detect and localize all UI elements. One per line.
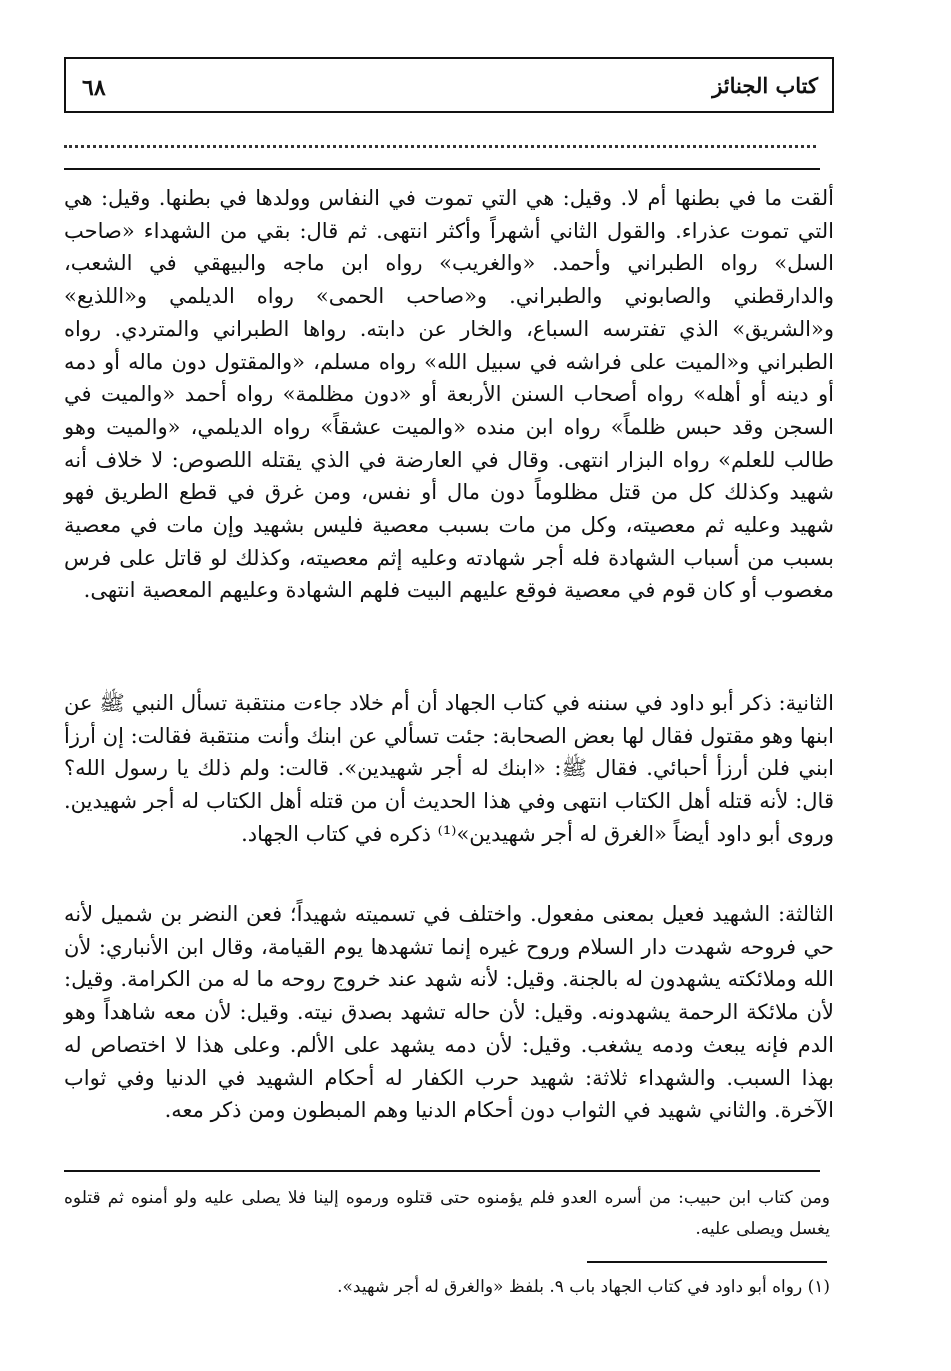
- paragraph-text: الثانية: ذكر أبو داود في سننه في كتاب الجهاد أن أم خلاد جاءت منتقبة تسأل النبي ﷺ عن ابنها وهو مقتول فقال لها بعض الصحابة: جئت تسألي عن ابنك وأنت منتقبة فقالت: إن أرزأ ابني فلن أرزأ أحبائي. فقال ﷺ: «ابنك له أجر شهيدين». قالت: ولم ذلك يا رسول الله؟ قال: لأنه قتله أهل الكتاب انتهى وفي هذا الحديث أن من قتله أهل الكتاب له أجر شهيدين. وروى أبو داود أيضاً «الغرق له أجر شهيدين»⁽¹⁾ ذكره في كتاب الجهاد.: [64, 691, 834, 846]
- notes-divider: [64, 1170, 820, 1172]
- book-title: كتاب الجنائز: [712, 73, 818, 98]
- body-paragraph-1: [64, 182, 834, 607]
- page-number: ٦٨: [82, 75, 106, 101]
- running-header: [64, 57, 834, 113]
- side-note: ومن كتاب ابن حبيب: من أسره العدو فلم يؤمنوه حتى قتلوه ورموه إلينا فلا يصلى عليه ولو أمنوه ثم قتلوه يغسل ويصلى عليه.: [64, 1188, 830, 1239]
- footnote-1: (١) رواه أبو داود في كتاب الجهاد باب ٩. بلفظ «والغرق له أجر شهيد».: [337, 1277, 830, 1297]
- dotted-divider: [64, 145, 816, 148]
- body-paragraph-3: [64, 898, 834, 1127]
- footnote-divider: [587, 1261, 827, 1263]
- body-paragraph-2: [64, 687, 834, 851]
- paragraph-text: ألقت ما في بطنها أم لا. وقيل: هي التي تموت في النفاس وولدها في بطنها. وقيل: هي التي تموت عذراء. والقول الثاني أشهراً وأكثر انتهى. ثم قال: بقي من الشهداء «صاحب السل» رواه الطبراني وأحمد. «والغريب» رواه ابن ماجه والبيهقي في الشعب، والدارقطني والصابوني والطبراني. و«صاحب الحمى» رواه الديلمي و«اللذيع» و«الشريق» الذي تفترسه السباع، والخار عن دابته. رواها الطبراني والمتردي. رواه الطبراني و«الميت على فراشه في سبيل الله» رواه مسلم، «والمقتول دون ماله أو دمه أو دينه أو أهله» رواه أصحاب السنن الأربعة أو «دون مظلمة» رواه أحمد «والميت في السجن وقد حبس ظلماً» رواه ابن منده «والميت عشقاً» رواه الديلمي، «والميت وهو طالب للعلم» رواه البزار انتهى. وقال في العارضة في الذي يقتله اللصوص: لا خلاف أنه شهيد وكذلك كل من قتل مظلوماً دون مال أو نفس، ومن غرق في قطع الطريق فهو شهيد وعليه ثم معصيته، وكل من مات بسبب معصية فليس بشهيد وإن مات في معصية بسبب من أسباب الشهادة فله أجر شهادته وعليه إثم معصيته، وكذلك لو قاتل على فرس مغصوب أو كان قوم في معصية فوقع عليهم البيت فلهم الشهادة وعليهم المعصية انتهى.: [64, 186, 834, 603]
- header-divider: [64, 168, 820, 170]
- paragraph-text: الثالثة: الشهيد فعيل بمعنى مفعول. واختلف في تسميته شهيداً؛ فعن النضر بن شميل لأنه حي فروحه شهدت دار السلام وروح غيره إنما تشهدها يوم القيامة، وقال ابن الأنباري: لأن الله وملائكته يشهدون له بالجنة. وقيل: لأنه شهد عند خروج روحه ما له من الكرامة. وقيل: لأن ملائكة الرحمة يشهدونه. وقيل: لأن حاله تشهد بصدق نيته. وقيل: لأن معه شاهداً وهو الدم فإنه يبعث ودمه يشغب. وقيل: لأن دمه يشهد على الألم. وعلى هذا لا اختصاص له بهذا السبب. والشهداء ثلاثة: شهيد حرب الكفار له أحكام الشهيد في الدنيا وفي ثواب الآخرة. والثاني شهيد في الثواب دون أحكام الدنيا وهم المبطون ومن ذكر معه.: [64, 902, 834, 1123]
